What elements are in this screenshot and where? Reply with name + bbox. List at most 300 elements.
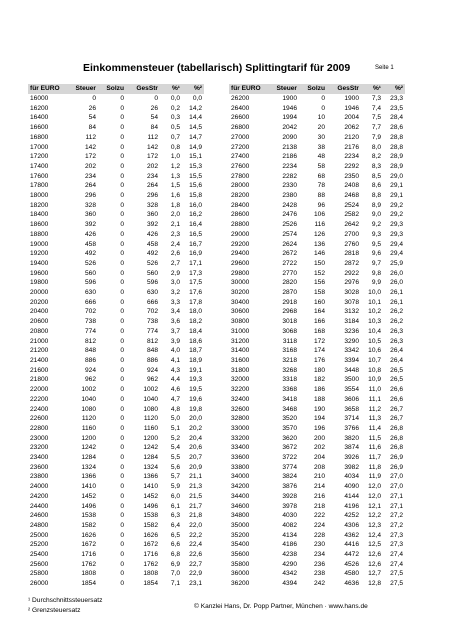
table-cell: 4416 bbox=[344, 541, 359, 549]
table-cell: 4252 bbox=[344, 512, 359, 520]
table-cell: 264 bbox=[146, 182, 158, 190]
table-cell: 2120 bbox=[344, 133, 359, 141]
table-cell: 20,2 bbox=[189, 424, 202, 432]
table-cell: 0 bbox=[120, 221, 124, 229]
table-cell: 3606 bbox=[344, 395, 359, 403]
table-cell: 1284 bbox=[143, 454, 158, 462]
table-row bbox=[229, 443, 405, 453]
table-cell: 6,8 bbox=[170, 551, 180, 559]
table-row bbox=[28, 104, 204, 114]
table-cell: 4,4 bbox=[170, 376, 180, 384]
table-cell: 2234 bbox=[344, 153, 359, 161]
table-row bbox=[229, 230, 405, 240]
table-cell: 19,5 bbox=[189, 386, 202, 394]
table-cell: 812 bbox=[84, 337, 96, 345]
table-cell: 4,3 bbox=[170, 366, 180, 374]
table-cell: 31600 bbox=[231, 356, 250, 364]
table-cell: 2004 bbox=[344, 114, 359, 122]
table-cell: 3620 bbox=[282, 434, 297, 442]
table-cell: 16,7 bbox=[189, 240, 202, 248]
table-cell: 30 bbox=[317, 133, 325, 141]
table-cell: 106 bbox=[313, 211, 325, 219]
table-cell: 2582 bbox=[344, 211, 359, 219]
table-cell: 0 bbox=[120, 570, 124, 578]
table-cell: 176 bbox=[313, 356, 325, 364]
table-cell: 1582 bbox=[81, 521, 96, 529]
title-row bbox=[0, 62, 452, 76]
table-cell: 29400 bbox=[231, 250, 250, 258]
table-cell: 3078 bbox=[344, 298, 359, 306]
table-row bbox=[229, 472, 405, 482]
table-cell: 0 bbox=[120, 143, 124, 151]
table-cell: 0 bbox=[120, 250, 124, 258]
table-cell: 392 bbox=[146, 221, 158, 229]
table-cell: 19200 bbox=[30, 250, 49, 258]
footnote-average-rate: ¹ Durchschnittssteuersatz bbox=[28, 597, 103, 604]
table-cell: 26,5 bbox=[390, 366, 403, 374]
table-cell: 16000 bbox=[30, 95, 49, 102]
table-cell: 24000 bbox=[30, 483, 49, 491]
table-cell: 2,6 bbox=[170, 250, 180, 258]
table-cell: 172 bbox=[313, 337, 325, 345]
column-header: für EURO bbox=[229, 84, 269, 94]
table-cell: 174 bbox=[313, 347, 325, 355]
table-row bbox=[229, 482, 405, 492]
table-cell: 2476 bbox=[282, 211, 297, 219]
page-title: Einkommensteuer (tabellarisch) Splittingtarif für 2009 bbox=[83, 62, 351, 74]
table-cell: 21,7 bbox=[189, 502, 202, 510]
table-cell: 3926 bbox=[344, 454, 359, 462]
table-cell: 10,1 bbox=[368, 298, 381, 306]
table-cell: 1160 bbox=[143, 424, 158, 432]
table-cell: 3876 bbox=[282, 483, 297, 491]
table-cell: 210 bbox=[313, 473, 325, 481]
table-cell: 4,0 bbox=[170, 347, 180, 355]
table-cell: 84 bbox=[88, 124, 96, 132]
table-row bbox=[28, 540, 204, 550]
table-cell: 27,3 bbox=[390, 541, 403, 549]
table-cell: 29600 bbox=[231, 259, 250, 267]
table-cell: 1808 bbox=[81, 570, 96, 578]
table-cell: 3342 bbox=[344, 347, 359, 355]
table-cell: 1716 bbox=[81, 551, 96, 559]
table-cell: 18400 bbox=[30, 211, 49, 219]
table-cell: 3418 bbox=[282, 395, 297, 403]
table-cell: 3722 bbox=[282, 454, 297, 462]
table-cell: 22400 bbox=[30, 405, 49, 413]
table-cell: 492 bbox=[146, 250, 158, 258]
table-cell: 17,3 bbox=[189, 269, 202, 277]
table-cell: 88 bbox=[317, 192, 325, 200]
table-row bbox=[229, 288, 405, 298]
table-row bbox=[28, 298, 204, 308]
column-header: GesStr bbox=[126, 84, 160, 94]
table-cell: 1,3 bbox=[170, 172, 180, 180]
table-cell: 962 bbox=[146, 376, 158, 384]
table-cell: 1452 bbox=[143, 492, 158, 500]
table-cell: 3394 bbox=[344, 356, 359, 364]
table-row bbox=[229, 327, 405, 337]
table-cell: 21800 bbox=[30, 376, 49, 384]
table-cell: 4030 bbox=[282, 512, 297, 520]
table-cell: 26,6 bbox=[390, 395, 403, 403]
table-cell: 24200 bbox=[30, 492, 49, 500]
table-row bbox=[229, 337, 405, 347]
table-cell: 21600 bbox=[30, 366, 49, 374]
table-cell: 23400 bbox=[30, 454, 49, 462]
table-cell: 296 bbox=[146, 192, 158, 200]
table-cell: 19,1 bbox=[189, 366, 202, 374]
table-cell: 216 bbox=[313, 492, 325, 500]
table-cell: 1242 bbox=[81, 444, 96, 452]
table-cell: 18000 bbox=[30, 192, 49, 200]
table-cell: 202 bbox=[313, 444, 325, 452]
table-row bbox=[28, 191, 204, 201]
table-cell: 238 bbox=[313, 570, 325, 578]
table-cell: 8,5 bbox=[371, 172, 381, 180]
table-cell: 1,5 bbox=[170, 182, 180, 190]
table-cell: 28800 bbox=[231, 221, 250, 229]
table-cell: 158 bbox=[313, 289, 325, 297]
table-cell: 0 bbox=[120, 463, 124, 471]
table-cell: 1496 bbox=[143, 502, 158, 510]
table-cell: 3874 bbox=[344, 444, 359, 452]
table-cell: 12,8 bbox=[368, 580, 381, 588]
table-cell: 23200 bbox=[30, 444, 49, 452]
table-cell: 7,5 bbox=[371, 114, 381, 122]
table-cell: 7,9 bbox=[371, 133, 381, 141]
table-row bbox=[229, 123, 405, 133]
table-cell: 0 bbox=[120, 502, 124, 510]
table-cell: 196 bbox=[313, 424, 325, 432]
table-cell: 2870 bbox=[282, 289, 297, 297]
table-row bbox=[28, 220, 204, 230]
table-cell: 1854 bbox=[81, 580, 96, 588]
table-cell: 0 bbox=[120, 483, 124, 491]
table-row bbox=[229, 278, 405, 288]
table-cell: 9,3 bbox=[371, 230, 381, 238]
table-cell: 20 bbox=[317, 124, 325, 132]
table-cell: 12,7 bbox=[368, 570, 381, 578]
table-row bbox=[229, 521, 405, 531]
table-cell: 26 bbox=[88, 104, 96, 112]
table-cell: 1040 bbox=[81, 395, 96, 403]
table-row bbox=[229, 133, 405, 143]
table-cell: 1366 bbox=[143, 473, 158, 481]
table-cell: 0,2 bbox=[170, 104, 180, 112]
table-cell: 26,5 bbox=[390, 376, 403, 384]
table-cell: 30200 bbox=[231, 289, 250, 297]
table-cell: 2186 bbox=[282, 153, 297, 161]
table-cell: 26,0 bbox=[390, 269, 403, 277]
table-cell: 19,3 bbox=[189, 376, 202, 384]
table-cell: 0 bbox=[120, 279, 124, 287]
table-cell: 23800 bbox=[30, 473, 49, 481]
table-row bbox=[28, 550, 204, 560]
table-cell: 202 bbox=[146, 162, 158, 170]
table-cell: 2672 bbox=[282, 250, 297, 258]
table-cell: 3554 bbox=[344, 386, 359, 394]
table-cell: 1,0 bbox=[170, 153, 180, 161]
table-cell: 11,8 bbox=[368, 463, 381, 471]
table-cell: 29,2 bbox=[390, 201, 403, 209]
table-cell: 20600 bbox=[30, 318, 49, 326]
table-cell: 31200 bbox=[231, 337, 250, 345]
table-cell: 1538 bbox=[81, 512, 96, 520]
table-cell: 18600 bbox=[30, 221, 49, 229]
table-cell: 20,4 bbox=[189, 434, 202, 442]
table-row bbox=[28, 521, 204, 531]
table-cell: 27800 bbox=[231, 172, 250, 180]
table-cell: 10,0 bbox=[368, 289, 381, 297]
table-cell: 3820 bbox=[344, 434, 359, 442]
table-cell: 2282 bbox=[282, 172, 297, 180]
table-cell: 1496 bbox=[81, 502, 96, 510]
table-cell: 12,6 bbox=[368, 551, 381, 559]
table-cell: 28400 bbox=[231, 201, 250, 209]
table-cell: 3028 bbox=[344, 289, 359, 297]
table-row bbox=[229, 269, 405, 279]
table-row bbox=[229, 492, 405, 502]
table-cell: 0 bbox=[120, 192, 124, 200]
table-cell: 0 bbox=[120, 521, 124, 529]
table-cell: 20200 bbox=[30, 298, 49, 306]
table-row bbox=[229, 550, 405, 560]
table-cell: 26,3 bbox=[390, 327, 403, 335]
table-row bbox=[28, 94, 204, 104]
table-cell: 15,3 bbox=[189, 162, 202, 170]
table-cell: 19800 bbox=[30, 279, 49, 287]
table-cell: 14,5 bbox=[189, 124, 202, 132]
table-cell: 0 bbox=[120, 347, 124, 355]
table-row bbox=[229, 113, 405, 123]
table-cell: 5,2 bbox=[170, 434, 180, 442]
table-cell: 166 bbox=[313, 318, 325, 326]
table-row bbox=[229, 569, 405, 579]
table-cell: 23,3 bbox=[390, 95, 403, 102]
tax-table-left bbox=[28, 84, 204, 589]
table-cell: 18,0 bbox=[189, 308, 202, 316]
table-cell: 4082 bbox=[282, 521, 297, 529]
table-cell: 186 bbox=[313, 386, 325, 394]
table-cell: 18,6 bbox=[189, 337, 202, 345]
table-row bbox=[28, 453, 204, 463]
table-row bbox=[229, 579, 405, 589]
table-row bbox=[28, 414, 204, 424]
table-cell: 1808 bbox=[143, 570, 158, 578]
table-cell: 54 bbox=[150, 114, 158, 122]
table-cell: 0 bbox=[120, 211, 124, 219]
table-cell: 3318 bbox=[282, 376, 297, 384]
table-cell: 15,6 bbox=[189, 182, 202, 190]
table-row bbox=[28, 181, 204, 191]
table-cell: 1080 bbox=[81, 405, 96, 413]
table-cell: 21000 bbox=[30, 337, 49, 345]
table-cell: 14,9 bbox=[189, 143, 202, 151]
table-cell: 32400 bbox=[231, 395, 250, 403]
table-cell: 160 bbox=[313, 298, 325, 306]
table-cell: 3714 bbox=[344, 415, 359, 423]
table-row bbox=[229, 356, 405, 366]
table-cell: 27400 bbox=[231, 153, 250, 161]
table-cell: 6,9 bbox=[170, 560, 180, 568]
table-cell: 14,2 bbox=[189, 104, 202, 112]
table-cell: 26400 bbox=[231, 104, 250, 112]
table-cell: 27000 bbox=[231, 133, 250, 141]
table-cell: 3018 bbox=[282, 318, 297, 326]
table-cell: 29,1 bbox=[390, 192, 403, 200]
table-row bbox=[28, 434, 204, 444]
table-cell: 2062 bbox=[344, 124, 359, 132]
table-row bbox=[28, 113, 204, 123]
table-row bbox=[229, 220, 405, 230]
table-cell: 1160 bbox=[81, 424, 96, 432]
table-cell: 5,9 bbox=[170, 483, 180, 491]
table-row bbox=[28, 230, 204, 240]
table-cell: 16,4 bbox=[189, 221, 202, 229]
table-cell: 0 bbox=[120, 327, 124, 335]
table-cell: 0,0 bbox=[192, 95, 202, 102]
table-cell: 5,6 bbox=[170, 463, 180, 471]
table-cell: 26,1 bbox=[390, 298, 403, 306]
table-cell: 28200 bbox=[231, 192, 250, 200]
table-cell: 0 bbox=[120, 308, 124, 316]
table-cell: 4238 bbox=[282, 551, 297, 559]
table-row bbox=[28, 472, 204, 482]
table-cell: 4,7 bbox=[170, 395, 180, 403]
table-cell: 4,6 bbox=[170, 386, 180, 394]
table-cell: 23,1 bbox=[189, 580, 202, 588]
table-cell: 14,4 bbox=[189, 114, 202, 122]
table-row bbox=[28, 143, 204, 153]
table-cell: 2138 bbox=[282, 143, 297, 151]
table-row bbox=[229, 453, 405, 463]
table-cell: 0 bbox=[120, 434, 124, 442]
table-cell: 5,4 bbox=[170, 444, 180, 452]
table-cell: 738 bbox=[146, 318, 158, 326]
table-cell: 2,3 bbox=[170, 230, 180, 238]
table-cell: 16200 bbox=[30, 104, 49, 112]
table-cell: 2526 bbox=[282, 221, 297, 229]
table-cell: 22,2 bbox=[189, 531, 202, 539]
table-cell: 0,8 bbox=[170, 143, 180, 151]
table-cell: 30600 bbox=[231, 308, 250, 316]
table-cell: 30800 bbox=[231, 318, 250, 326]
table-cell: 36000 bbox=[231, 570, 250, 578]
table-cell: 58 bbox=[317, 162, 325, 170]
table-cell: 116 bbox=[314, 221, 325, 229]
table-cell: 6,4 bbox=[170, 521, 180, 529]
table-row bbox=[28, 385, 204, 395]
table-cell: 26600 bbox=[231, 114, 250, 122]
table-row bbox=[229, 143, 405, 153]
table-cell: 31400 bbox=[231, 347, 250, 355]
table-cell: 392 bbox=[84, 221, 96, 229]
table-cell: 0,0 bbox=[170, 95, 180, 102]
table-cell: 3448 bbox=[344, 366, 359, 374]
table-cell: 7,0 bbox=[170, 570, 180, 578]
table-cell: 26800 bbox=[231, 124, 250, 132]
table-cell: 17,1 bbox=[189, 259, 202, 267]
table-cell: 16600 bbox=[30, 124, 49, 132]
table-cell: 3658 bbox=[344, 405, 359, 413]
table-cell: 0 bbox=[120, 230, 124, 238]
table-row bbox=[28, 317, 204, 327]
table-cell: 54 bbox=[88, 114, 96, 122]
table-cell: 19600 bbox=[30, 269, 49, 277]
table-cell: 9,5 bbox=[371, 240, 381, 248]
table-cell: 11,6 bbox=[368, 444, 381, 452]
table-row bbox=[28, 201, 204, 211]
table-cell: 5,1 bbox=[170, 424, 180, 432]
table-cell: 27,4 bbox=[390, 551, 403, 559]
table-row bbox=[229, 560, 405, 570]
table-cell: 3,4 bbox=[170, 308, 180, 316]
table-cell: 11,7 bbox=[368, 454, 381, 462]
table-cell: 8,6 bbox=[371, 182, 381, 190]
table-row bbox=[28, 502, 204, 512]
table-cell: 78 bbox=[317, 182, 325, 190]
table-cell: 204 bbox=[313, 454, 325, 462]
table-row bbox=[28, 395, 204, 405]
table-cell: 0 bbox=[120, 337, 124, 345]
table-cell: 1120 bbox=[81, 415, 96, 423]
table-cell: 17800 bbox=[30, 182, 49, 190]
table-cell: 1,8 bbox=[170, 201, 180, 209]
table-row bbox=[229, 424, 405, 434]
table-cell: 26,3 bbox=[390, 337, 403, 345]
table-cell: 962 bbox=[84, 376, 96, 384]
table-cell: 3468 bbox=[282, 405, 297, 413]
table-cell: 27,2 bbox=[390, 521, 403, 529]
table-cell: 27,0 bbox=[390, 473, 403, 481]
table-header-row bbox=[229, 84, 405, 94]
table-cell: 848 bbox=[84, 347, 96, 355]
table-cell: 4,1 bbox=[170, 356, 180, 364]
table-cell: 296 bbox=[84, 192, 96, 200]
table-cell: 30000 bbox=[231, 279, 250, 287]
table-cell: 1200 bbox=[143, 434, 158, 442]
table-cell: 3,3 bbox=[170, 298, 180, 306]
table-cell: 12,0 bbox=[368, 492, 381, 500]
table-cell: 0,7 bbox=[170, 133, 180, 141]
table-cell: 25600 bbox=[30, 560, 49, 568]
table-cell: 33000 bbox=[231, 424, 250, 432]
table-cell: 19,6 bbox=[189, 395, 202, 403]
table-cell: 16,2 bbox=[189, 211, 202, 219]
table-cell: 0 bbox=[120, 259, 124, 267]
table-cell: 16400 bbox=[30, 114, 49, 122]
table-cell: 3,2 bbox=[170, 289, 180, 297]
table-cell: 3268 bbox=[282, 366, 297, 374]
table-cell: 328 bbox=[84, 201, 96, 209]
table-cell: 630 bbox=[146, 289, 158, 297]
table-cell: 2770 bbox=[282, 269, 297, 277]
table-cell: 2090 bbox=[282, 133, 297, 141]
table-cell: 28,4 bbox=[390, 114, 403, 122]
table-row bbox=[229, 249, 405, 259]
table-cell: 16,5 bbox=[189, 230, 202, 238]
table-cell: 2,9 bbox=[170, 269, 180, 277]
table-cell: 0 bbox=[321, 104, 325, 112]
table-cell: 16,0 bbox=[189, 201, 202, 209]
table-row bbox=[28, 249, 204, 259]
table-cell: 1120 bbox=[143, 415, 158, 423]
table-row bbox=[28, 569, 204, 579]
table-cell: 32600 bbox=[231, 405, 250, 413]
table-row bbox=[28, 443, 204, 453]
table-row bbox=[229, 511, 405, 521]
